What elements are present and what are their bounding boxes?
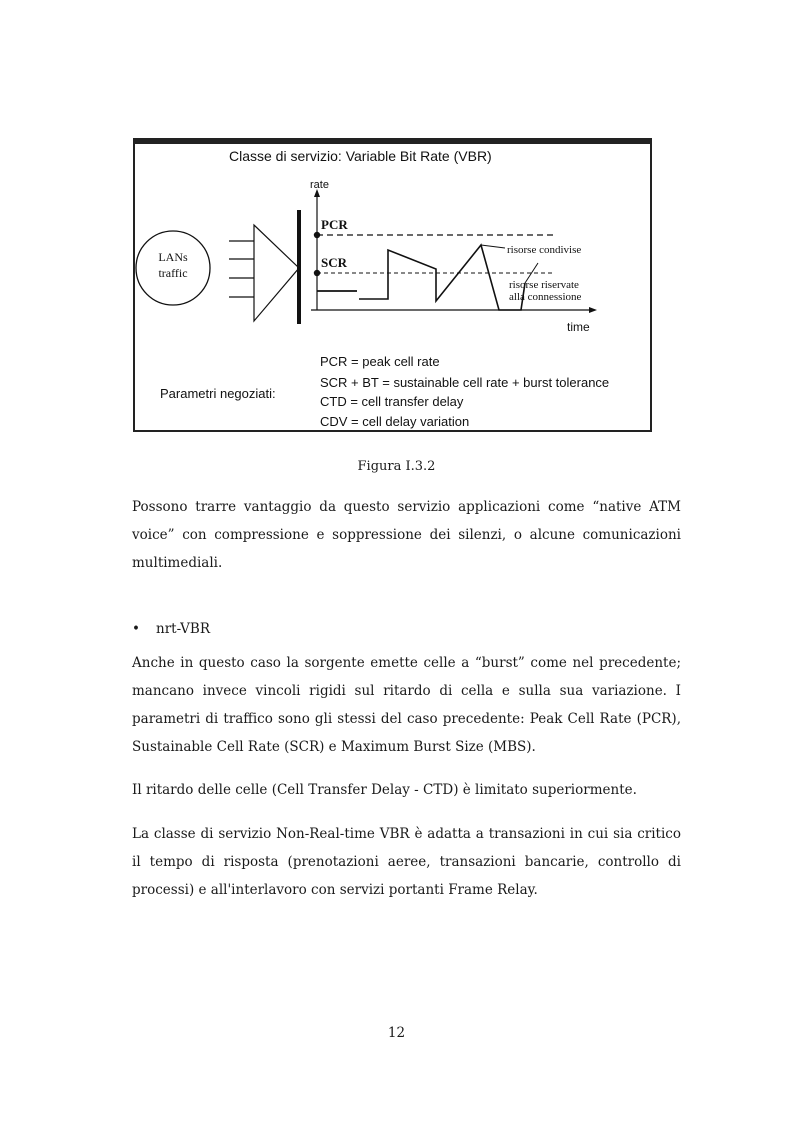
paragraph-ctd: Il ritardo delle celle (Cell Transfer Delay - CTD) è limitato superiormente. xyxy=(132,782,637,798)
paragraph-non-real-time-vbr: La classe di servizio Non-Real-time VBR è adatta a transazioni in cui sia critico il tempo di risposta (prenotazioni aeree, transazioni bancarie, controllo di processi) e all'interlavoro con servizi portanti Frame Relay. xyxy=(132,826,681,898)
figure-title: Classe di servizio: Variable Bit Rate (VBR) xyxy=(229,148,492,164)
lan-label: LANs xyxy=(158,250,188,264)
bullet-dot-icon: • xyxy=(132,621,140,637)
paragraph-applications: Possono trarre vantaggio da questo servizio applicazioni come “native ATM voice” con compressione e soppressione dei silenzi, o alcune comunicazioni multimediali. xyxy=(132,499,681,571)
figure-top-bar xyxy=(134,139,651,144)
param-ctd: CTD = cell transfer delay xyxy=(320,394,464,409)
x-axis-label: time xyxy=(567,320,590,334)
multiplexer-bar xyxy=(297,210,301,324)
page-number: 12 xyxy=(387,1025,406,1041)
bullet-label: nrt-VBR xyxy=(156,621,210,637)
figure-caption: Figura I.3.2 xyxy=(357,459,436,474)
vbr-figure xyxy=(133,138,652,432)
param-cdv: CDV = cell delay variation xyxy=(320,414,470,429)
y-axis-label: rate xyxy=(310,179,329,191)
scr-label: SCR xyxy=(321,255,348,270)
param-pcr: PCR = peak cell rate xyxy=(320,354,440,369)
reserved-label-2: alla connessione xyxy=(509,291,582,303)
traffic-label: traffic xyxy=(158,266,188,280)
vbr-diagram xyxy=(133,138,652,432)
param-scr-bt: SCR + BT = sustainable cell rate + burst tolerance xyxy=(320,375,610,390)
bullet-item-nrt-vbr xyxy=(132,615,210,643)
paragraph-nrt-vbr-description: Anche in questo caso la sorgente emette celle a “burst” come nel precedente; mancano invece vincoli rigidi sul ritardo di cella e sulla sua variazione. I parametri di traffico sono gli stessi del caso precedente: Peak Cell Rate (PCR), Sustainable Cell Rate (SCR) e Maximum Burst Size (MBS). xyxy=(132,655,681,755)
reserved-label-1: risorse riservate xyxy=(509,279,579,291)
shared-resources-label: risorse condivise xyxy=(507,244,582,256)
params-heading: Parametri negoziati: xyxy=(160,386,276,401)
pcr-label: PCR xyxy=(321,217,348,232)
